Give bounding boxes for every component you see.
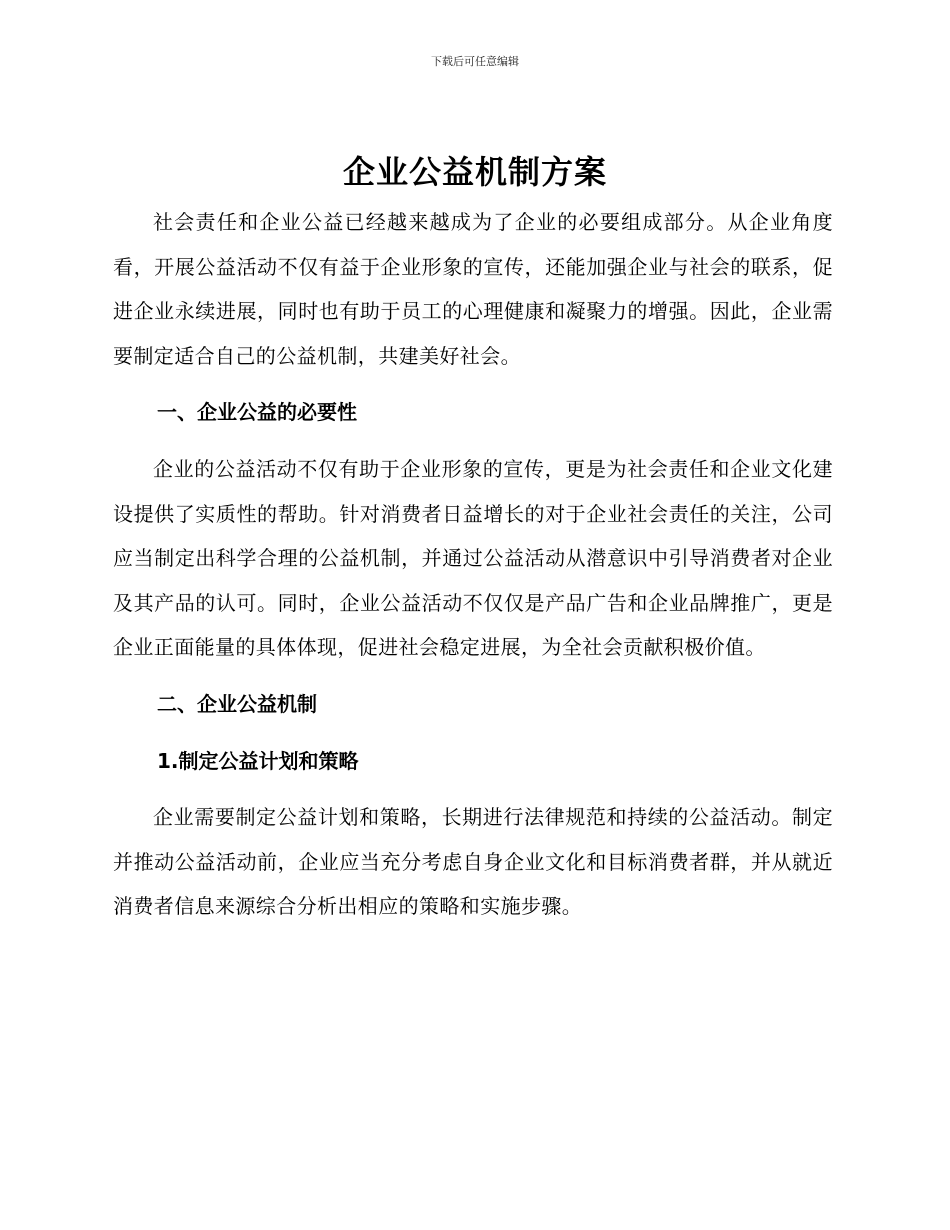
section-2-heading: 二、企业公益机制	[157, 691, 317, 716]
section-1-heading: 一、企业公益的必要性	[157, 400, 357, 425]
subsection-1-paragraph: 企业需要制定公益计划和策略，长期进行法律规范和持续的公益活动。制定并推动公益活动前，企业应当充分考虑自身企业文化和目标消费者群，并从就近消费者信息来源综合分析出相应的策略和实施步骤。	[113, 805, 833, 919]
document-body	[113, 200, 833, 929]
page-header-note: 下载后可任意编辑	[431, 55, 519, 68]
spacer	[113, 378, 833, 390]
document-title: 企业公益机制方案	[342, 153, 607, 191]
spacer	[113, 783, 833, 795]
intro-paragraph: 社会责任和企业公益已经越来越成为了企业的必要组成部分。从企业角度看，开展公益活动不仅有益于企业形象的宣传，还能加强企业与社会的联系，促进企业永续进展，同时也有助于员工的心理健康和凝聚力的增强。因此，企业需要制定适合自己的公益机制，共建美好社会。	[113, 210, 833, 368]
subsection-1-heading: 1.制定公益计划和策略	[157, 748, 359, 773]
section-1-paragraph: 企业的公益活动不仅有助于企业形象的宣传，更是为社会责任和企业文化建设提供了实质性的帮助。针对消费者日益增长的对于企业社会责任的关注，公司应当制定出科学合理的公益机制，并通过公益活动从潜意识中引导消费者对企业及其产品的认可。同时，企业公益活动不仅仅是产品广告和企业品牌推广，更是企业正面能量的具体体现，促进社会稳定进展，为全社会贡献积极价值。	[113, 456, 833, 660]
spacer	[113, 435, 833, 447]
spacer	[113, 727, 833, 739]
spacer	[113, 670, 833, 682]
